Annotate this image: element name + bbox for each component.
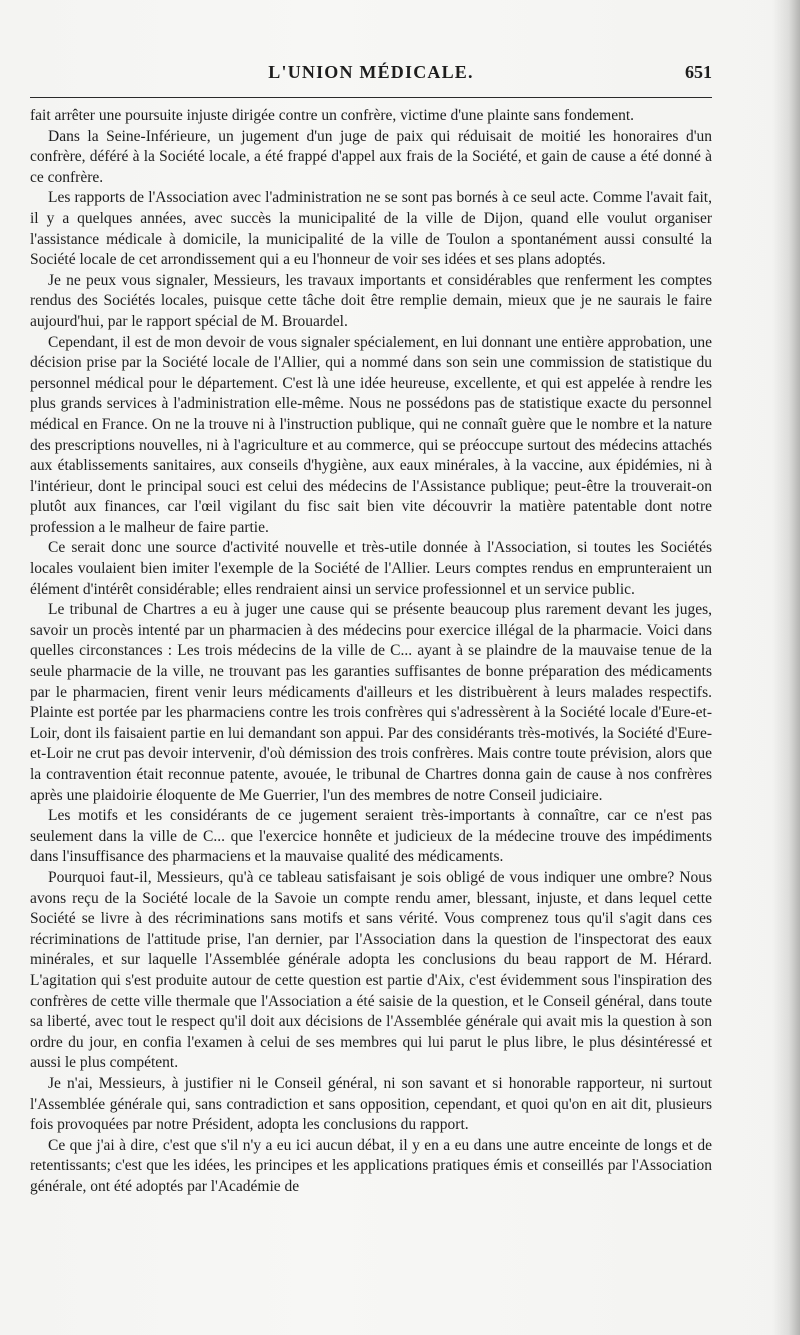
paragraph-10: Je n'ai, Messieurs, à justifier ni le Conseil général, ni son savant et si honorable rapporteur, ni surtout l'Assemblée générale qui, sans contradiction et sans opposition, cependant, et quoi qu'on en ait dit, plusieurs fois provoquées par notre Président, adopta les conclusions du rapport. — [30, 1074, 712, 1134]
header-rule — [30, 97, 712, 98]
running-title: L'UNION MÉDICALE. — [268, 62, 474, 82]
paragraph-11: Ce que j'ai à dire, c'est que s'il n'y a eu ici aucun débat, il y en a eu dans une autre enceinte de longs et de retentissants; c'est que les idées, les principes et les applications pratiques émis et conseillés par l'Association générale, ont été adoptés par l'Académie de — [30, 1136, 712, 1195]
paragraph-1: fait arrêter une poursuite injuste dirigée contre un confrère, victime d'une plainte sans fondement. — [30, 107, 635, 124]
paragraph-3: Les rapports de l'Association avec l'administration ne se sont pas bornés à ce seul acte. Comme l'avait fait, il y a quelques années, avec succès la municipalité de la ville de Dijon, quand elle voulut organiser l'assistance médicale à domicile, la municipalité de la ville de Toulon a spontanément aussi consulté la Société locale de cet arrondissement qui a eu l'honneur de voir ses idées et ses plans adoptés. — [30, 189, 712, 269]
paragraph-5: Cependant, il est de mon devoir de vous signaler spécialement, en lui donnant une entière approbation, une décision prise par la Société locale de l'Allier, qui a nommé dans son sein une commission de statistique du personnel médical pour le département. C'est là une idée heureuse, excellente, et qui est appelée à rendre les plus grands services à l'administration elle-même. Nous ne possédons pas de statistique exacte du personnel médical en France. On ne la trouve ni à l'instruction publique, qui ne connaît guère que le nombre et la nature des prescriptions nouvelles, ni à l'agriculture et au commerce, qui se préoccupe surtout des médecins attachés aux établissements sanitaires, aux conseils d'hygiène, aux eaux minérales, à la vaccine, aux épidémies, ni à l'intérieur, dont le principal souci est celui des médecins de l'Assistance publique; peut-être la trouverait-on plutôt aux finances, car l'œil vigilant du fisc sait bien vite découvrir la matière patentable dont notre profession a le malheur de faire partie. — [30, 333, 712, 536]
paragraph-4: Je ne peux vous signaler, Messieurs, les travaux importants et considérables que renferment les comptes rendus des Sociétés locales, puisque cette tâche doit être remplie demain, mieux que je ne saurais le faire aujourd'hui, par le rapport spécial de M. Brouardel. — [30, 271, 712, 330]
paragraph-2: Dans la Seine-Inférieure, un jugement d'un juge de paix qui réduisait de moitié les honoraires d'un confrère, déféré à la Société locale, a été frappé d'appel aux frais de la Société, et gain de cause a été donné à ce confrère. — [30, 127, 712, 186]
paragraph-6: Ce serait donc une source d'activité nouvelle et très-utile donnée à l'Association, si toutes les Sociétés locales voulaient bien imiter l'exemple de la Société de l'Allier. Leurs comptes rendus en emprunteraient un élément d'intérêt considérable; elles rendraient ainsi un service professionnel et un service public. — [30, 539, 712, 598]
paragraph-8: Les motifs et les considérants de ce jugement seraient très-importants à connaître, car ce n'est pas seulement dans la ville de C... que l'exercice honnête et judicieux de la médecine trouve des impédiments dans l'insuffisance des pharmaciens et la mauvaise qualité des médicaments. — [30, 807, 712, 866]
paragraph-7: Le tribunal de Chartres a eu à juger une cause qui se présente beaucoup plus rarement devant les juges, savoir un procès intenté par un pharmacien à des médecins pour exercice illégal de la pharmacie. Voici dans quelles circonstances : Les trois médecins de la ville de C... ayant à se plaindre de la mauvaise tenue de la seule pharmacie de la ville, ne trouvant pas les garanties suffisantes de bonne préparation des médicaments par le pharmacien, firent venir leurs médicaments d'ailleurs et les distribuèrent à leurs malades respectifs. Plainte est portée par les pharmaciens contre les trois confrères qui s'adressèrent à la Société locale d'Eure-et-Loir, dont ils faisaient partie en lui demandant son appui. Par des considérants très-motivés, la Société d'Eure-et-Loir ne crut pas devoir intervenir, d'où démission des trois confrères. Mais contre toute prévision, alors que la contravention était reconnue patente, avouée, le tribunal de Chartres donna gain de cause à nos confrères après une plaidoirie éloquente de Me Guerrier, l'un des membres de notre Conseil judiciaire. — [30, 601, 712, 804]
page-header — [30, 56, 712, 96]
body-text — [30, 106, 712, 1197]
paragraph-9: Pourquoi faut-il, Messieurs, qu'à ce tableau satisfaisant je sois obligé de vous indiquer une ombre? Nous avons reçu de la Société locale de la Savoie un compte rendu amer, blessant, injuste, et dans lequel cette Société se livre à des récriminations sans motifs et sans vérité. Vous comprenez tous qu'il s'agit dans ces récriminations de l'attitude prise, l'an dernier, par l'Association dans la question de l'inspectorat des eaux minérales, et sur laquelle l'Assemblée générale adopta les conclusions du beau rapport de M. Hérard. L'agitation qui s'est produite autour de cette question est partie d'Aix, c'est évidemment sous l'inspiration des confrères de cette ville thermale que l'Association a été saisie de la question, et le Conseil général, dans toute sa liberté, avec tout le respect qu'il doit aux décisions de l'Assemblée générale qui avait mis la question à son ordre du jour, en confia l'examen à celui de ses membres qui lui parut le plus libre, le plus désintéressé et aussi le plus compétent. — [30, 868, 712, 1072]
page-number: 651 — [685, 62, 712, 82]
page-edge-shadow — [772, 0, 800, 1335]
